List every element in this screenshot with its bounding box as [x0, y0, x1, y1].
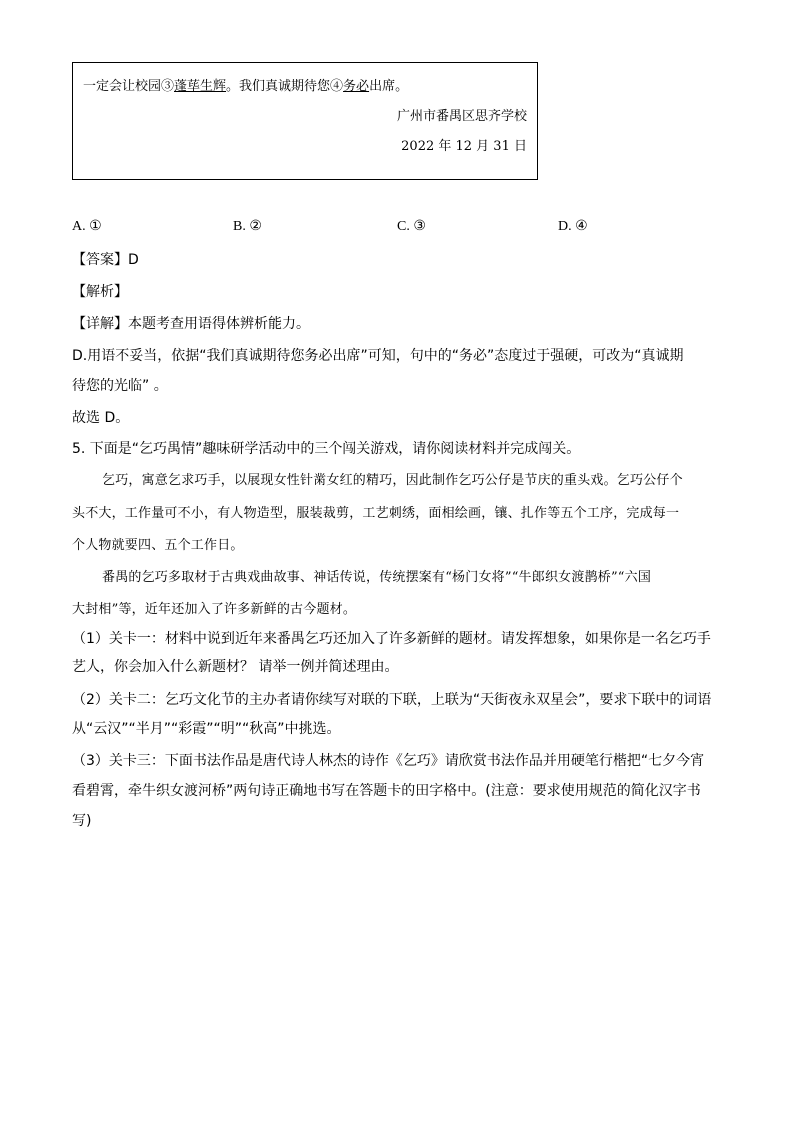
notice-text-part: 出席。 — [369, 79, 409, 94]
option-d: D. ④ — [558, 219, 588, 234]
underlined-phrase-3: 蓬荜生辉 — [174, 79, 227, 94]
sub-question-3-line-1: （3）关卡三：下面书法作品是唐代诗人林杰的诗作《乞巧》请欣赏书法作品并用硬笔行楷把“七夕今宵 — [72, 753, 705, 769]
notice-text-part: 一定会让校园③ — [83, 79, 175, 94]
sub-question-2-line-1: （2）关卡二：乞巧文化节的主办者请你续写对联的下联，上联为“天街夜永双星会”，要求下联中的词语 — [72, 692, 712, 708]
material-line-1: 乞巧，寓意乞求巧手，以展现女性针黹女红的精巧，因此制作乞巧公仔是节庆的重头戏。乞巧公仔个 — [102, 473, 683, 488]
sub-question-3-line-3: 写) — [72, 813, 92, 829]
sub-question-1-line-1: （1）关卡一：材料中说到近年来番禺乞巧还加入了许多新鲜的题材。请发挥想象，如果你是一名乞巧手 — [72, 631, 711, 647]
material-line-2: 头不大，工作量可不小，有人物造型，服装裁剪，工艺刺绣，面相绘画，镶、扎作等五个工序，完成每一 — [72, 506, 680, 521]
sub-question-1-line-2: 艺人，你会加入什么新题材？ 请举一例并简述理由。 — [72, 659, 399, 675]
detail-line: 【详解】本题考查用语得体辨析能力。 — [72, 316, 310, 332]
notice-box — [72, 62, 538, 180]
sub-question-2-line-2: 从“云汉”“半月”“彩霞”“明”“秋高”中挑选。 — [72, 721, 341, 737]
material-line-4: 番禺的乞巧多取材于古典戏曲故事、神话传说，传统摆案有“杨门女将”“牛郎织女渡鹊桥”“六国 — [102, 570, 652, 585]
option-b: B. ② — [233, 219, 262, 234]
notice-text — [83, 75, 408, 94]
sub-question-3-line-2: 看碧霄，牵牛织女渡河桥”两句诗正确地书写在答题卡的田字格中。(注意：要求使用规范的简化汉字书 — [72, 783, 701, 799]
explanation-line-1: D.用语不妥当，依据“我们真诚期待您务必出席”可知，句中的“务必”态度过于强硬，可改为“真诚期 — [72, 348, 684, 364]
material-line-3: 个人物就要四、五个工作日。 — [72, 538, 244, 553]
explanation-line-2: 待您的光临” 。 — [72, 378, 168, 394]
answer-line: 【答案】D — [72, 252, 139, 268]
option-a: A. ① — [72, 219, 102, 234]
analysis-label: 【解析】 — [72, 284, 128, 300]
underlined-phrase-4: 务必 — [343, 79, 370, 94]
option-c: C. ③ — [397, 219, 426, 234]
notice-date: 2022 年 12 月 31 日 — [401, 139, 527, 154]
notice-school: 广州市番禺区思齐学校 — [396, 109, 527, 124]
notice-text-part: 。我们真诚期待您④ — [226, 79, 344, 94]
answer-options — [72, 218, 632, 238]
question-5-stem: 5. 下面是“乞巧禺情”趣味研学活动中的三个闯关游戏，请你阅读材料并完成闯关。 — [72, 441, 581, 457]
material-line-5: 大封相”等，近年还加入了许多新鲜的古今题材。 — [72, 602, 357, 617]
conclusion-line: 故选 D。 — [72, 410, 130, 426]
